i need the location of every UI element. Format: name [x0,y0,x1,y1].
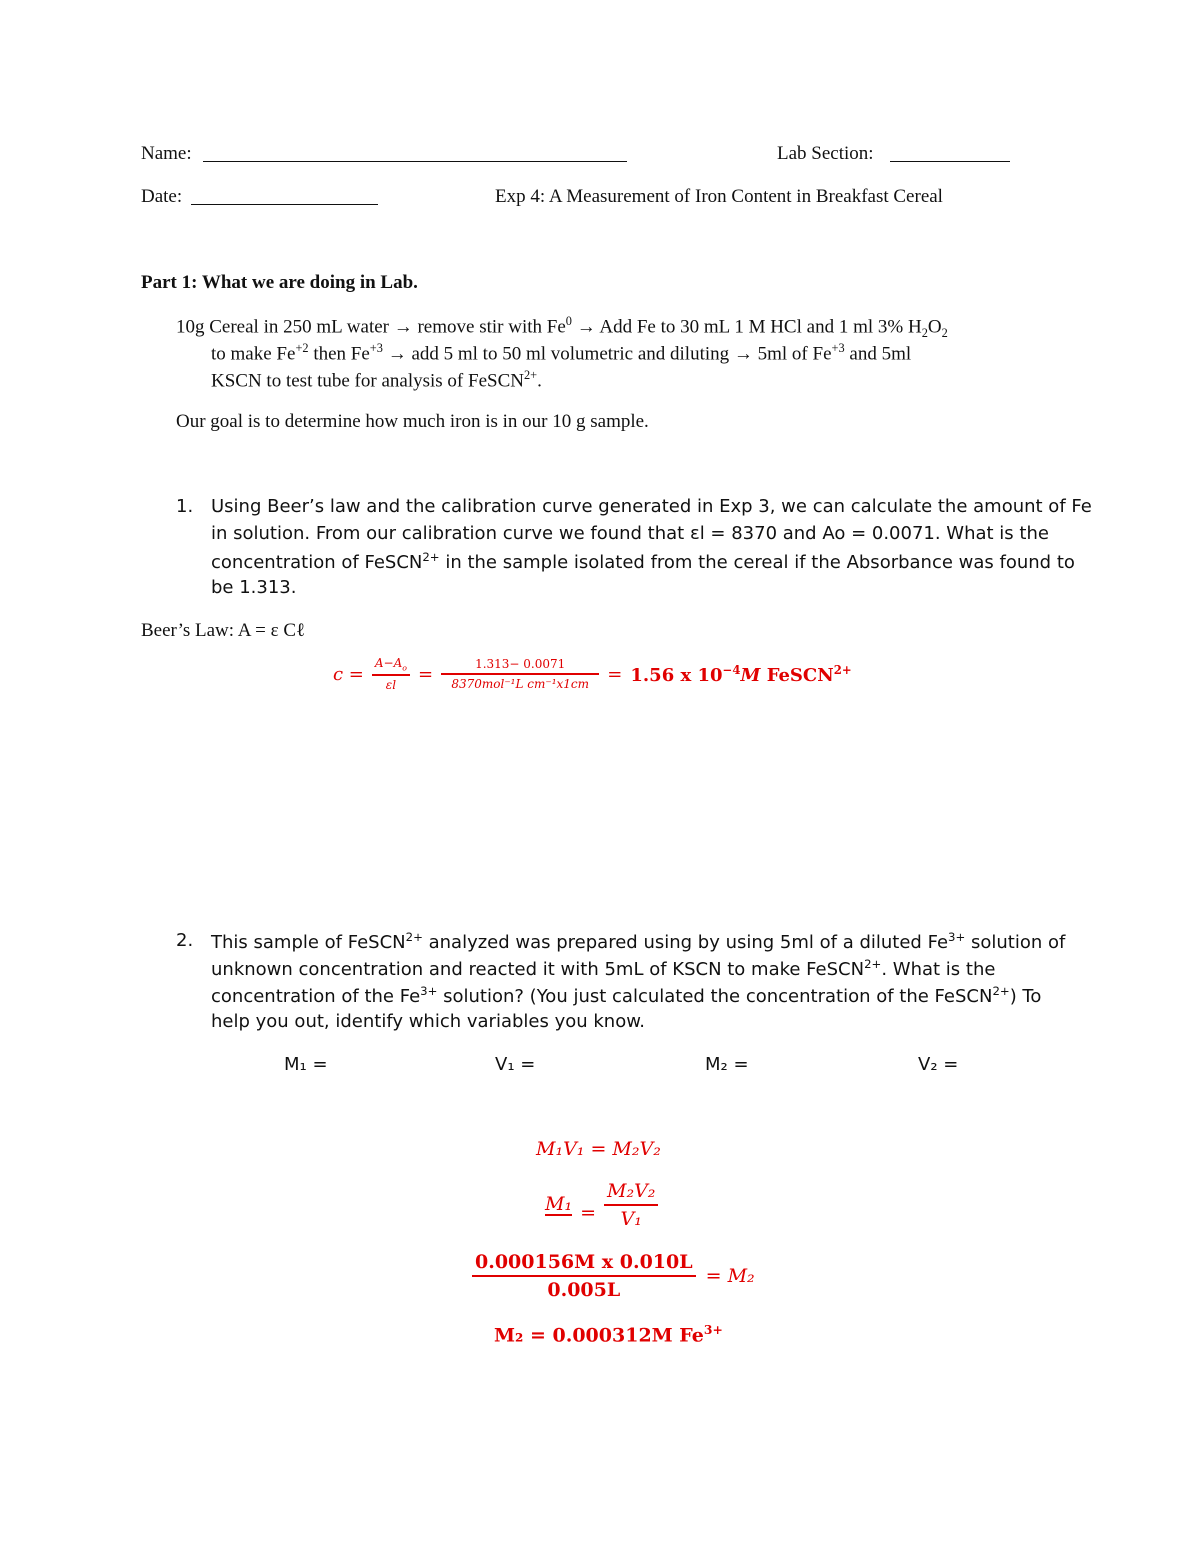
fraction-values: $\frac{1.313- 0.0071}{\text{8370mol⁻¹L cm⁻¹x1cm}}$ [441,657,599,691]
experiment-title: Exp 4: A Measurement of Iron Content in Breakfast Cereal [495,186,943,207]
goal-text: Our goal is to determine how much iron is in our 10 g sample. [176,411,649,432]
beers-law: Beer’s Law: A = ε Cℓ [141,620,306,641]
variable-m2: M₂ = [705,1054,749,1075]
fraction-a-over-el: $\frac{A-A_o}{\varepsilon l}$ [372,656,410,692]
q2-line-2: unknown concentration and reacted it with 5mL of KSCN to make FeSCN$^{2+}$. What is the [211,957,996,980]
equation-m2-result: M₂ = 0.000312M $Fe^{3+}$ [494,1322,723,1347]
arrow-icon: → [733,343,753,365]
q2-line-3: concentration of the $Fe^{3+}$ solution? (You just calculated the concentration of the FeSCN$^{2+}$) To [211,984,1042,1007]
variable-v2: V₂ = [918,1054,959,1075]
lab-section-blank[interactable] [890,161,1010,162]
variable-v1: V₁ = [495,1054,536,1075]
date-label: Date: [141,186,183,207]
arrow-icon: → [576,316,596,338]
q1-line-3: concentration of FeSCN$^{2+}$ in the sample isolated from the cereal if the Absorbance was found to [211,550,1075,573]
procedure-line-1: 10g Cereal in 250 mL water → remove stir with Fe$^0$ → Add Fe to 30 mL 1 M HCl and 1 ml 3% $H_2O_2$ [176,314,948,341]
q1-line-4: be 1.313. [211,577,297,598]
name-label: Name: [141,143,192,164]
arrow-icon: → [387,343,407,365]
q1-number: 1. [176,496,194,517]
q2-number: 2. [176,930,194,951]
q1-line-2: in solution. From our calibration curve we found that εl = 8370 and Ao = 0.0071. What is the [211,523,1049,544]
procedure-line-3: KSCN to test tube for analysis of FeSCN$^{2+}$. [211,368,542,392]
q1-line-1: Using Beer’s law and the calibration curve generated in Exp 3, we can calculate the amount of Fe [211,496,1092,517]
procedure-line-2: to make $Fe^{+2}$ then $Fe^{+3}$ → add 5 ml to 50 ml volumetric and diluting → 5ml of $Fe^{+3}$ and 5ml [211,341,912,365]
date-blank[interactable] [191,204,378,205]
part1-heading: Part 1: What we are doing in Lab. [141,272,418,293]
arrow-icon: → [393,316,413,338]
beers-law-equation: c = $\frac{A-A_o}{\varepsilon l}$ = $\frac{1.313- 0.0071}{\text{8370mol⁻¹L cm⁻¹x1cm}}$ = 1.56 x $10^{-4}M$ FeSCN$^{2+}$ [333,656,852,693]
lab-section-label: Lab Section: [777,143,874,164]
variable-m1: M₁ = [284,1054,328,1075]
q2-line-1: This sample of FeSCN$^{2+}$ analyzed was prepared using by using 5ml of a diluted $Fe^{3+}$ solution of [211,930,1066,953]
equation-m1-rearranged: M₁ = $\frac{\text{M₂V₂}}{\text{V₁}}$ [545,1180,658,1230]
q1-result: 1.56 x $10^{-4}M$ FeSCN$^{2+}$ [630,662,852,686]
equation-m1v1-m2v2: M₁V₁ = M₂V₂ [536,1138,661,1160]
equation-m2-substituted: $\frac{\text{0.000156M x 0.010L}}{0.005L}$ = M₂ [472,1251,755,1301]
q2-line-4: help you out, identify which variables you know. [211,1011,646,1032]
name-blank[interactable] [203,161,627,162]
